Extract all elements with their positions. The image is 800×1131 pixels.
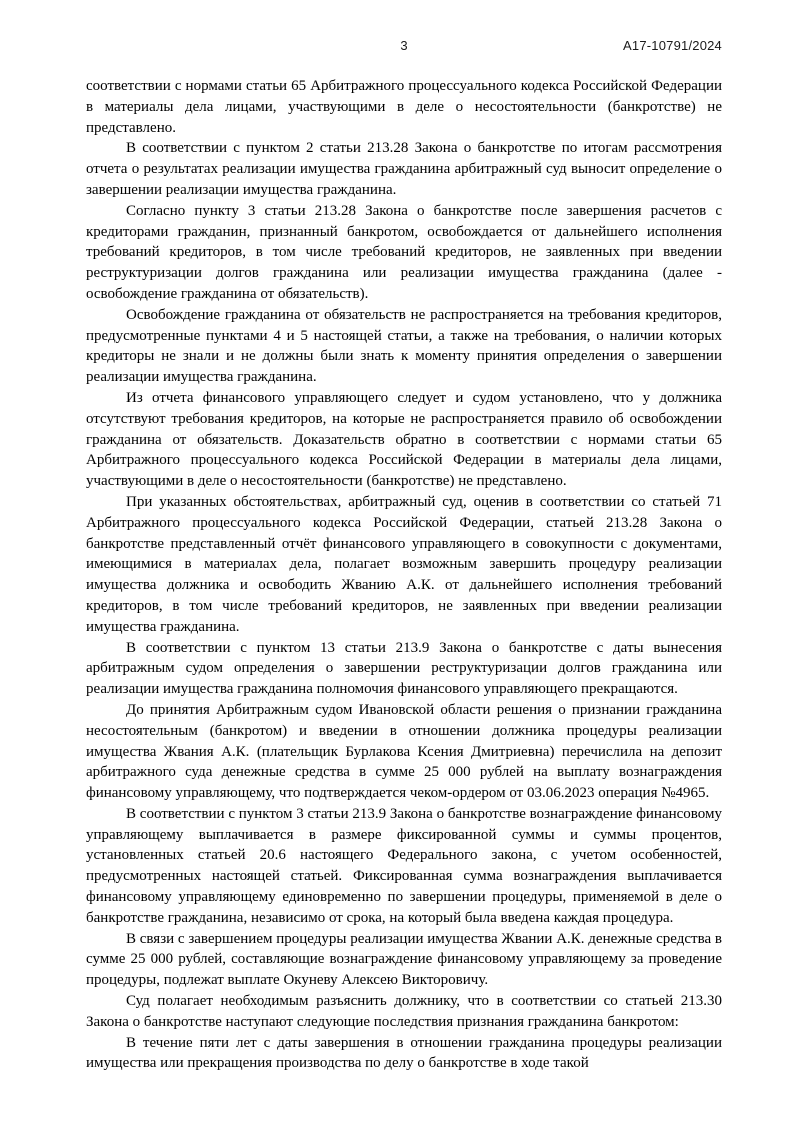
paragraph: При указанных обстоятельствах, арбитражный суд, оценив в соответствии со статьей 71 Арбитражного процессуального кодекса Российской Федерации, статьей 213.28 Закона о банкротстве представленный отчёт финансового управляющего в совокупности с документами, имеющимися в материалах дела, полагает возможным завершить процедуру реализации имущества должника и освободить Жванию А.К. от дальнейшего исполнения требований кредиторов, в том числе требований кредиторов, не заявленных при введении реализации имущества гражданина. [86,493,722,635]
page-header [86,38,722,58]
paragraph: В связи с завершением процедуры реализации имущества Жвании А.К. денежные средства в сумме 25 000 рублей, составляющие вознаграждение финансовому управляющему за проведение процедуры, подлежат выплате Окуневу Алексею Викторовичу. [86,930,722,989]
paragraph: соответствии с нормами статьи 65 Арбитражного процессуального кодекса Российской Федерации в материалы дела лицами, участвующими в деле о несостоятельности (банкротстве) не представлено. [86,78,722,136]
paragraph: В течение пяти лет с даты завершения в отношении гражданина процедуры реализации имущества или прекращения производства по делу о банкротстве в ходе такой [86,1034,722,1072]
paragraph: Из отчета финансового управляющего следует и судом установлено, что у должника отсутствуют требования кредиторов, на которые не распространяется правило об освобождении гражданина от обязательств. Доказательств обратно в соответствии с нормами статьи 65 Арбитражного процессуального кодекса Российской Федерации в материалы дела лицами, участвующими в деле о несостоятельности (банкротстве) не представлено. [86,389,722,490]
paragraph: В соответствии с пунктом 3 статьи 213.9 Закона о банкротстве вознаграждение финансовому управляющему выплачивается в размере фиксированной суммы и суммы процентов, установленных статьей 20.6 настоящего Федерального закона, с учетом особенностей, предусмотренных настоящей статьей. Фиксированная сумма вознаграждения выплачивается финансовому управляющему единовременно по завершении процедуры, применяемой в деле о банкротстве гражданина, независимо от срока, на который была введена каждая процедура. [86,805,722,926]
paragraph: До принятия Арбитражным судом Ивановской области решения о признании гражданина несостоятельным (банкротом) и введении в отношении должника процедуры реализации имущества Жвания А.К. (плательщик Бурлакова Ксения Дмитриевна) перечислила на депозит арбитражного суда денежные средства в сумме 25 000 рублей на выплату вознаграждения финансовому управляющему, что подтверждается чеком-ордером от 03.06.2023 операция №4965. [86,701,722,802]
page-number: 3 [400,38,408,53]
paragraph: Освобождение гражданина от обязательств не распространяется на требования кредиторов, предусмотренные пунктами 4 и 5 настоящей статьи, а также на требования, о наличии которых кредиторы не знали и не должны были знать к моменту принятия определения о завершении реализации имущества гражданина. [86,306,722,386]
document-body [86,76,722,1074]
paragraph: В соответствии с пунктом 13 статьи 213.9 Закона о банкротстве с даты вынесения арбитражным судом определения о завершении реструктуризации долгов гражданина или реализации имущества гражданина полномочия финансового управляющего прекращаются. [86,639,722,698]
paragraph: Суд полагает необходимым разъяснить должнику, что в соответствии со статьей 213.30 Закона о банкротстве наступают следующие последствия признания гражданина банкротом: [86,993,722,1030]
case-number: А17-10791/2024 [623,38,722,53]
paragraph: В соответствии с пунктом 2 статьи 213.28 Закона о банкротстве по итогам рассмотрения отчета о результатах реализации имущества гражданина арбитражный суд выносит определение о завершении реализации имущества гражданина. [86,140,722,198]
paragraph: Согласно пункту 3 статьи 213.28 Закона о банкротстве после завершения расчетов с кредиторами гражданин, признанный банкротом, освобождается от дальнейшего исполнения требований кредиторов, в том числе требований кредиторов, не заявленных при введении реструктуризации долгов гражданина или реализации имущества гражданина (далее - освобождение гражданина от обязательств). [86,202,722,302]
